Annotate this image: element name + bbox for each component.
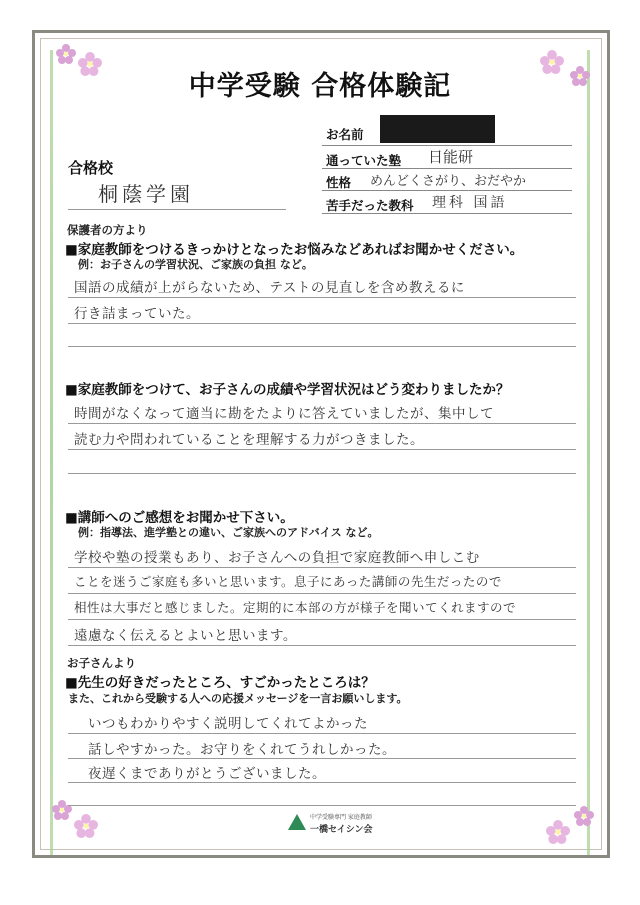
answer-4-line: 話しやすかった。お守りをくれてうれしかった。: [88, 742, 396, 758]
passed-school-value: 桐蔭学園: [98, 182, 194, 206]
flower-icon: [546, 820, 570, 844]
question-4-heading: ■先生の好きだったところ、すごかったところは？: [65, 675, 375, 691]
logo-tagline: 中学受験専門 家庭教師: [310, 814, 372, 821]
answer-1-line: 行き詰まっていた。: [74, 306, 200, 322]
page-title: 中学受験 合格体験記: [188, 71, 452, 102]
divider: [68, 209, 286, 210]
child-section-heading: お子さんより: [67, 656, 136, 670]
question-4-prompt: また、これから受験する人への応援メッセージを一言お願いします。: [68, 692, 408, 705]
answer-rule: [68, 619, 576, 620]
personality-label: 性格: [326, 175, 352, 190]
answer-rule: [68, 449, 576, 450]
answer-rule: [68, 567, 576, 568]
answer-rule: [68, 473, 576, 474]
answer-1-line: 国語の成績が上がらないため、テストの見直しを含め教えるに: [74, 280, 465, 296]
left-vine-decoration: [50, 50, 53, 855]
weak-subject-label: 苦手だった教科: [326, 198, 414, 213]
answer-3-line: ことを迷うご家庭も多いと思います。息子にあった講師の先生だったので: [74, 574, 502, 589]
redacted-name: [380, 115, 495, 143]
question-2-heading: ■家庭教師をつけて、お子さんの成績や学習状況はどう変わりましたか？: [65, 382, 510, 398]
passed-school-label: 合格校: [68, 159, 114, 177]
answer-rule: [68, 423, 576, 424]
answer-3-line: 遠慮なく伝えるとよいと思います。: [74, 628, 297, 644]
logo-name: 一橋セイシン会: [310, 825, 373, 835]
school-label: 通っていた塾: [326, 153, 402, 168]
name-label: お名前: [326, 127, 364, 142]
flower-icon: [74, 814, 98, 838]
answer-rule: [68, 346, 576, 347]
answer-2-line: 時間がなくなって適当に勘をたよりに答えていましたが、集中して: [74, 406, 494, 422]
flower-icon: [574, 806, 594, 826]
answer-rule: [68, 323, 576, 324]
answer-rule: [68, 297, 576, 298]
question-3-example: 例：指導法、進学塾との違い、ご家族へのアドバイス など。: [78, 526, 379, 539]
answer-3-line: 学校や塾の授業もあり、お子さんへの負担で家庭教師へ申しこむ: [74, 550, 480, 566]
answer-4-line: 夜遅くまでありがとうございました。: [88, 766, 326, 782]
logo-mark-icon: [288, 814, 306, 830]
divider: [322, 168, 572, 169]
right-vine-decoration: [587, 50, 590, 855]
answer-3-line: 相性は大事だと感じました。定期的に本部の方が様子を聞いてくれますので: [74, 600, 517, 615]
answer-rule: [68, 758, 576, 759]
answer-rule: [68, 805, 576, 806]
answer-rule: [68, 782, 576, 783]
answer-4-line: いつもわかりやすく説明してくれてよかった: [88, 716, 368, 732]
school-value: 日能研: [428, 148, 474, 166]
answer-rule: [68, 733, 576, 734]
flower-icon: [52, 800, 72, 820]
divider: [322, 213, 572, 214]
question-1-heading: ■家庭教師をつけるきっかけとなったお悩みなどあればお聞かせください。: [65, 242, 524, 258]
answer-rule: [68, 593, 576, 594]
divider: [322, 190, 572, 191]
answer-2-line: 読む力や問われていることを理解する力がつきました。: [74, 432, 424, 448]
personality-value: めんどくさがり、おだやか: [370, 174, 527, 189]
parent-section-heading: 保護者の方より: [67, 223, 148, 237]
answer-rule: [68, 645, 576, 646]
question-3-heading: ■講師へのご感想をお聞かせ下さい。: [65, 510, 294, 526]
brand-logo: [288, 810, 378, 836]
flower-icon: [56, 44, 76, 64]
weak-subject-value: 理科 国語: [432, 195, 508, 211]
question-1-example: 例：お子さんの学習状況、ご家族の負担 など。: [78, 258, 313, 271]
